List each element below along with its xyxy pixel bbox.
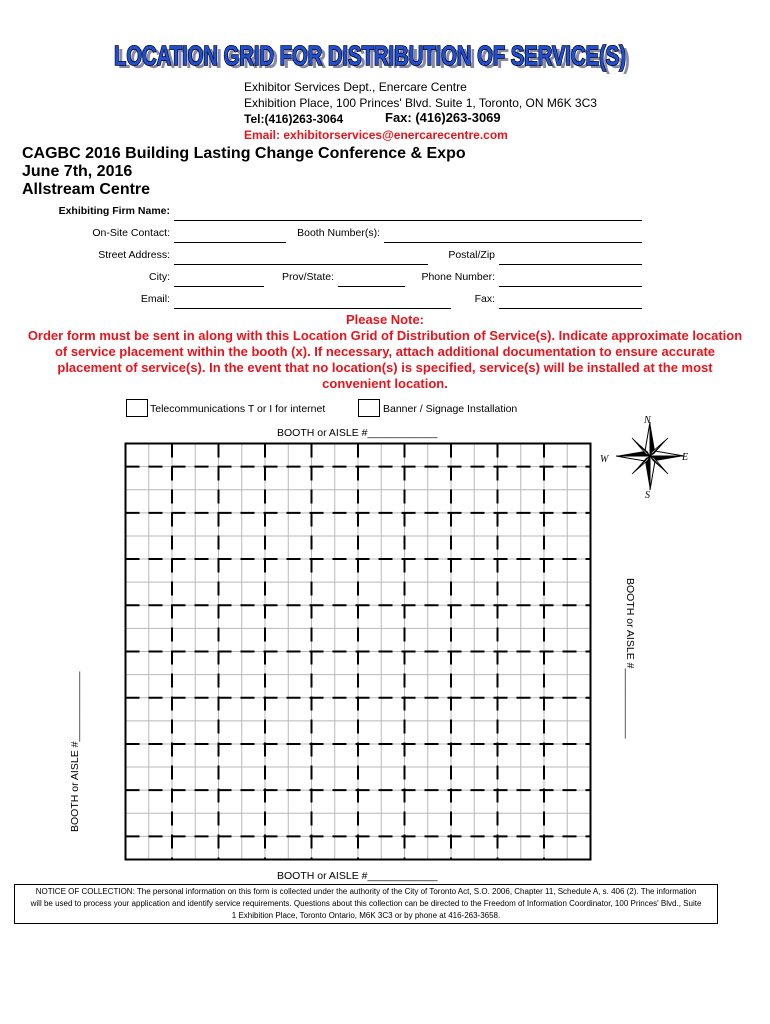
notice-line-1: NOTICE OF COLLECTION: The personal information on this form is collected under the authority of the City of Toronto Act, S.O. 2006, Chapter 11, Schedule A, s. 406 (2). The information bbox=[35, 887, 697, 896]
compass-icon bbox=[616, 422, 684, 490]
postal-field[interactable] bbox=[499, 252, 642, 265]
title-shadow: LOCATION GRID FOR DISTRIBUTION OF SERVICE(S) bbox=[118, 43, 630, 74]
firm-label: Exhibiting Firm Name: bbox=[58, 205, 170, 217]
title-banner bbox=[100, 32, 640, 80]
compass-n: N bbox=[644, 415, 651, 426]
banner-checkbox[interactable] bbox=[358, 399, 380, 417]
street-field[interactable] bbox=[174, 252, 428, 265]
notice-line-2: will be used to process your application and identify service requirements. Questions about this collection can be directed to the Freedom of Information Coordinator, 100 Princes' Blvd., Suite bbox=[30, 899, 702, 908]
compass-s: S bbox=[645, 490, 650, 500]
firm-field[interactable] bbox=[174, 208, 642, 221]
note-line-4: convenient location. bbox=[322, 376, 448, 391]
header-address: Exhibition Place, 100 Princes' Blvd. Suite 1, Toronto, ON M6K 3C3 bbox=[244, 96, 597, 110]
city-label: City: bbox=[149, 271, 170, 283]
event-info bbox=[22, 145, 466, 199]
banner-label: Banner / Signage Installation bbox=[383, 403, 518, 415]
header-tel: Tel:(416)263-3064 bbox=[244, 112, 344, 126]
telecom-label: Telecommunications T or I for internet bbox=[150, 403, 326, 415]
title-text: LOCATION GRID FOR DISTRIBUTION OF SERVICE(S) bbox=[114, 40, 626, 71]
notice-of-collection bbox=[14, 884, 718, 924]
header-fax: Fax: (416)263-3069 bbox=[385, 110, 501, 125]
location-grid[interactable] bbox=[120, 442, 600, 862]
grid-top-label: BOOTH or AISLE #____________ bbox=[277, 427, 438, 439]
header-email: Email: exhibitorservices@enercarecentre.com bbox=[244, 128, 508, 142]
postal-label: Postal/Zip bbox=[448, 249, 495, 261]
event-venue: Allstream Centre bbox=[22, 181, 151, 198]
compass-rose bbox=[598, 412, 698, 500]
contact-label: On-Site Contact: bbox=[92, 227, 170, 239]
fax-field[interactable] bbox=[499, 296, 642, 309]
telecom-checkbox[interactable] bbox=[126, 399, 148, 417]
event-date: June 7th, 2016 bbox=[22, 163, 133, 180]
phone-field[interactable] bbox=[499, 274, 642, 287]
street-label: Street Address: bbox=[98, 249, 170, 261]
email-label: Email: bbox=[140, 293, 170, 305]
booth-label: Booth Number(s): bbox=[297, 227, 380, 239]
note-heading: Please Note: bbox=[345, 312, 425, 327]
event-name: CAGBC 2016 Building Lasting Change Conference & Expo bbox=[22, 145, 466, 162]
note-line-1: Order form must be sent in along with this Location Grid of Distribution of Service(s). Indicate approximate location bbox=[27, 328, 743, 343]
note-line-3: placement of service(s). In the event that no location(s) is specified, service(s) will be installed at the most bbox=[57, 360, 713, 375]
grid-bottom-label: BOOTH or AISLE #____________ bbox=[277, 870, 438, 882]
phone-label: Phone Number: bbox=[421, 271, 495, 283]
grid-right-label: BOOTH or AISLE #____________ bbox=[624, 578, 636, 739]
note-line-2: of service placement within the booth (x). If necessary, attach additional documentation to ensure accurate bbox=[54, 344, 716, 359]
notice-line-3: 1 Exhibition Place, Toronto Ontario, M6K 3C3 or by phone at 416-263-3658. bbox=[231, 911, 501, 920]
grid-left-label: BOOTH or AISLE #____________ bbox=[69, 671, 81, 832]
prov-label: Prov/State: bbox=[282, 271, 334, 283]
fax-label: Fax: bbox=[474, 293, 495, 305]
compass-e: E bbox=[682, 452, 689, 463]
booth-field[interactable] bbox=[384, 230, 642, 243]
email-field[interactable] bbox=[174, 296, 451, 309]
compass-w: W bbox=[600, 454, 609, 465]
header-dept: Exhibitor Services Dept., Enercare Centre bbox=[244, 80, 467, 94]
prov-field[interactable] bbox=[338, 274, 405, 287]
